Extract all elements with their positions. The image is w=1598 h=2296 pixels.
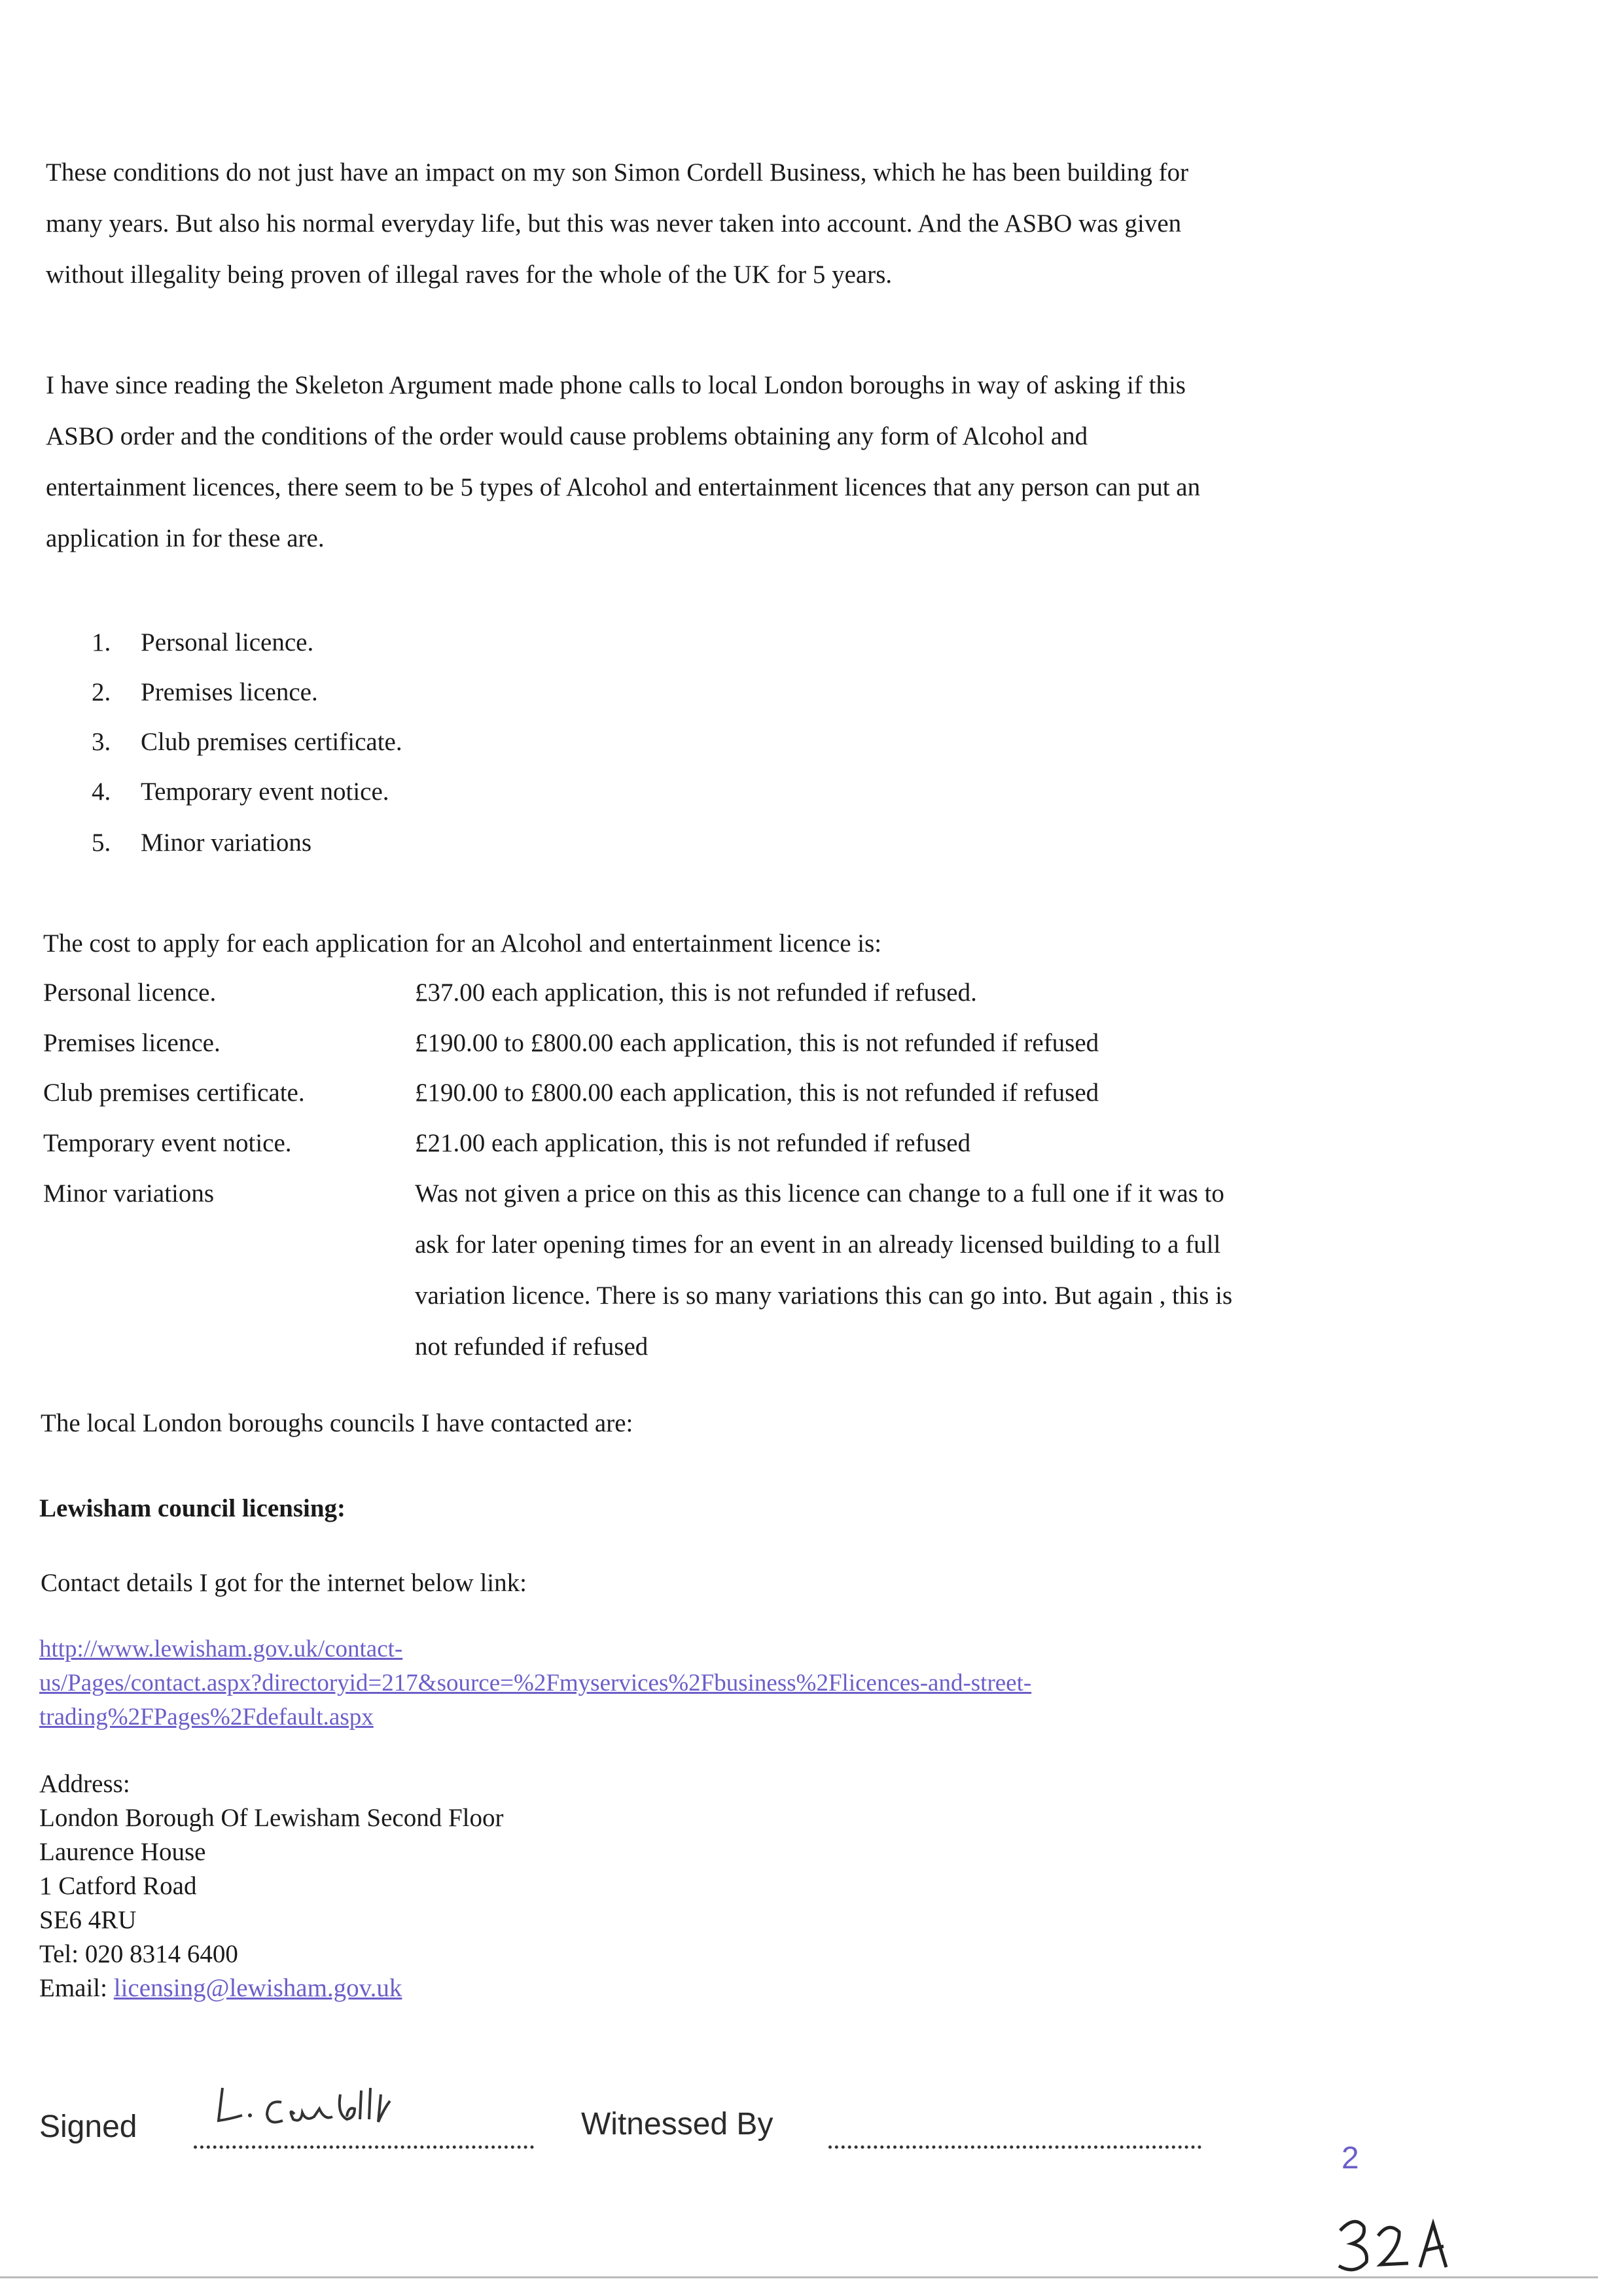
signed-label: Signed [39, 2109, 137, 2144]
cost-intro: The cost to apply for each application for an Alcohol and entertainment licence is: [43, 929, 882, 958]
list-label: Temporary event notice. [141, 778, 389, 806]
fee-desc-line: ask for later opening times for an event in an already licensed building to a full [415, 1230, 1221, 1259]
witness-line [828, 2145, 1201, 2149]
list-item [92, 817, 311, 869]
fee-desc-line: variation licence. There is so many variations this can go into. But again , this is [415, 1282, 1233, 1310]
fee-name: Club premises certificate. [43, 1079, 305, 1107]
contact-intro: Contact details I got for the internet below link: [41, 1569, 527, 1597]
fee-desc: £190.00 to £800.00 each application, this is not refunded if refused [415, 1029, 1099, 1057]
fee-desc: £21.00 each application, this is not refunded if refused [415, 1129, 971, 1157]
fee-desc-line: not refunded if refused [415, 1333, 648, 1361]
paragraph-phone-calls [46, 360, 1381, 564]
link-line[interactable]: trading%2FPages%2Fdefault.aspx [39, 1704, 374, 1731]
email-label: Email: [39, 1974, 114, 2002]
list-item [92, 766, 389, 817]
handwritten-signature [209, 2068, 432, 2140]
fee-desc-line: Was not given a price on this as this licence can change to a full one if it was to [415, 1179, 1224, 1208]
email-line [39, 1971, 504, 2005]
lewisham-heading: Lewisham council licensing: [39, 1494, 346, 1522]
list-number: 3. [92, 728, 111, 756]
paragraph-line: These conditions do not just have an impact on my son Simon Cordell Business, which he has been building for [46, 158, 1189, 187]
paragraph-line: without illegality being proven of illegal raves for the whole of the UK for 5 years. [46, 260, 893, 289]
fee-name: Minor variations [43, 1179, 215, 1208]
list-label: Premises licence. [141, 678, 318, 706]
lewisham-contact-link[interactable] [39, 1632, 1283, 1734]
address-line: Tel: 020 8314 6400 [39, 1940, 238, 1968]
list-item [92, 617, 313, 668]
paragraph-line: entertainment licences, there seem to be 5 types of Alcohol and entertainment licences that any person can put an [46, 473, 1201, 501]
fee-name: Premises licence. [43, 1029, 221, 1057]
paragraph-asbo-impact [46, 147, 1381, 300]
address-block [39, 1767, 504, 2005]
paragraph-line: application in for these are. [46, 524, 325, 552]
councils-intro: The local London boroughs councils I have contacted are: [41, 1409, 633, 1437]
fee-desc [415, 1168, 1396, 1372]
signature-line [194, 2145, 534, 2149]
address-line: SE6 4RU [39, 1906, 137, 1934]
link-line[interactable]: http://www.lewisham.gov.uk/contact- [39, 1636, 403, 1662]
address-line: 1 Catford Road [39, 1872, 197, 1900]
fee-name: Personal licence. [43, 978, 217, 1007]
list-number: 2. [92, 678, 111, 706]
handwritten-page-ref [1335, 2212, 1479, 2278]
link-line[interactable]: us/Pages/contact.aspx?directoryid=217&source=%2Fmyservices%2Fbusiness%2Flicences-and-street- [39, 1670, 1032, 1696]
page-number: 2 [1341, 2141, 1359, 2176]
list-label: Minor variations [141, 829, 312, 857]
address-label: Address: [39, 1770, 130, 1798]
fee-desc: £190.00 to £800.00 each application, this is not refunded if refused [415, 1079, 1099, 1107]
list-label: Club premises certificate. [141, 728, 402, 756]
list-label: Personal licence. [141, 628, 314, 656]
list-item [92, 667, 318, 718]
paragraph-line: ASBO order and the conditions of the order would cause problems obtaining any form of Alcohol and [46, 422, 1088, 450]
paragraph-line: many years. But also his normal everyday life, but this was never taken into account. And the ASBO was given [46, 209, 1182, 238]
email-link[interactable]: licensing@lewisham.gov.uk [113, 1974, 402, 2002]
scan-edge [0, 2276, 1598, 2278]
witnessed-label: Witnessed By [581, 2107, 773, 2142]
address-line: Laurence House [39, 1838, 206, 1866]
list-item [92, 717, 402, 768]
list-number: 4. [92, 778, 111, 806]
list-number: 1. [92, 628, 111, 656]
list-number: 5. [92, 829, 111, 857]
fee-name: Temporary event notice. [43, 1129, 292, 1157]
address-line: London Borough Of Lewisham Second Floor [39, 1804, 504, 1832]
paragraph-line: I have since reading the Skeleton Argument made phone calls to local London boroughs in way of asking if this [46, 371, 1186, 399]
fee-desc: £37.00 each application, this is not refunded if refused. [415, 978, 977, 1007]
